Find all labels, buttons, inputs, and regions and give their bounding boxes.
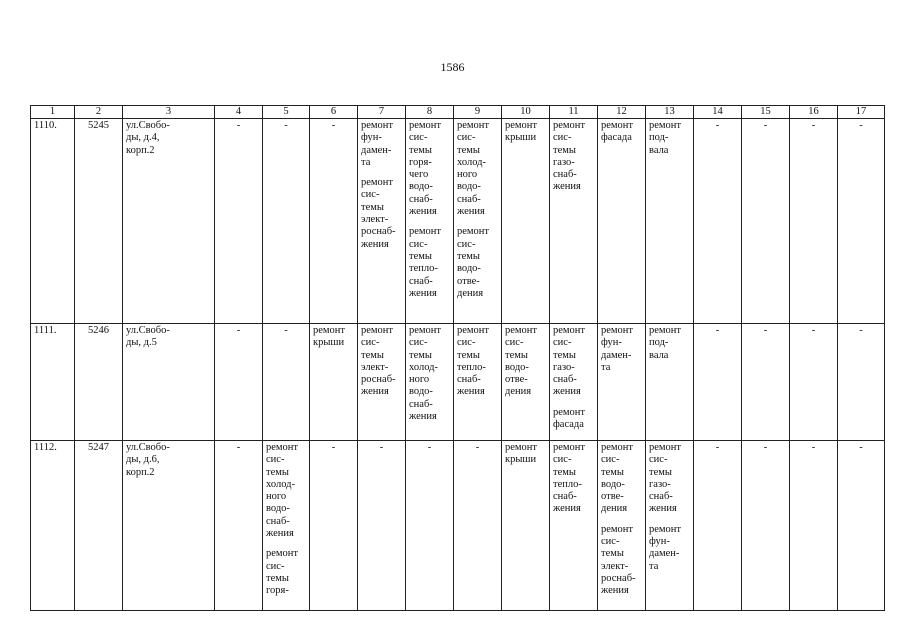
work-text-line: ремонт [313, 325, 346, 336]
work-cell-col-9 [454, 324, 502, 441]
column-header-13: 13 [646, 106, 694, 119]
row-number-cell: 1110. [31, 119, 75, 324]
work-text-line: вала [649, 144, 669, 156]
cell-col-6: - [310, 119, 358, 324]
address-cell [123, 324, 215, 441]
work-text-line: темы [457, 144, 480, 156]
column-header-8: 8 [406, 106, 454, 119]
work-text-line: ремонт [601, 523, 634, 535]
work-text-line: жения [266, 528, 294, 540]
work-text-line: ремонт [601, 120, 634, 131]
column-header-15: 15 [742, 106, 790, 119]
work-text-line: сис- [553, 454, 572, 466]
work-text-line: сис- [457, 238, 476, 250]
cell-col-5: - [263, 324, 310, 441]
work-text-line: снаб- [409, 193, 433, 205]
block-gap [457, 218, 498, 226]
column-header-9: 9 [454, 106, 502, 119]
work-cell-col-13 [646, 441, 694, 611]
work-text-line: ремонт [649, 523, 682, 535]
work-text-line: роснаб- [361, 226, 396, 238]
address-cell [123, 441, 215, 611]
work-text-line: газо- [649, 478, 671, 490]
column-header-12: 12 [598, 106, 646, 119]
work-text-line: сис- [409, 132, 428, 144]
work-cell-col-9 [454, 119, 502, 324]
row-number-cell: 1112. [31, 441, 75, 611]
work-text-line: сис- [505, 337, 524, 349]
cell-col-4: - [215, 441, 263, 611]
work-text-line: темы [266, 466, 289, 478]
cell-col-6: - [310, 441, 358, 611]
work-text-line: сис- [266, 454, 285, 466]
work-text-line: под- [649, 337, 669, 349]
work-text-line: темы [553, 466, 576, 478]
page-number: 1586 [440, 60, 465, 74]
work-text-line: та [361, 156, 371, 168]
work-text-line: жения [457, 386, 485, 398]
work-text-line: жения [553, 181, 581, 193]
work-text-line: водо- [505, 361, 529, 373]
work-text-line: дения [457, 287, 484, 299]
work-text-line: крыши [505, 454, 537, 466]
address-line: корп.2 [126, 144, 155, 156]
row-number-cell: 1111. [31, 324, 75, 441]
work-text-line: дения [505, 386, 532, 398]
work-text-line: ремонт [409, 325, 442, 336]
column-header-7: 7 [358, 106, 406, 119]
work-text-line: ремонт [457, 120, 490, 131]
address-line: ул.Свобо- [126, 442, 170, 453]
work-cell-col-12 [598, 324, 646, 441]
header-row [31, 106, 885, 119]
work-cell-col-11 [550, 119, 598, 324]
work-text-line: ремонт [649, 442, 682, 453]
column-header-11: 11 [550, 106, 598, 119]
work-text-line: темы [266, 572, 289, 584]
work-text-line: отве- [457, 275, 480, 287]
work-text-line: сис- [553, 132, 572, 144]
work-cell-col-7 [358, 119, 406, 324]
work-text-line: ремонт [266, 548, 299, 560]
work-text-line: ремонт [361, 325, 394, 336]
work-text-line: жения [457, 206, 485, 218]
work-cell-col-13 [646, 119, 694, 324]
work-text-line: тепло- [457, 361, 486, 373]
work-text-line: сис- [361, 189, 380, 201]
work-text-line: отве- [601, 491, 624, 503]
work-text-line: под- [649, 132, 669, 144]
work-text-line: водо- [601, 478, 625, 490]
work-text-line: жения [409, 206, 437, 218]
work-text-line: ремонт [409, 120, 442, 131]
address-line: ды, д.6, [126, 454, 160, 466]
work-text-line: сис- [649, 454, 668, 466]
address-cell [123, 119, 215, 324]
work-cell-col-12 [598, 119, 646, 324]
column-header-5: 5 [263, 106, 310, 119]
work-text-line: ремонт [601, 325, 634, 336]
work-text-line: фасада [601, 132, 632, 144]
cell-col-7: - [358, 441, 406, 611]
work-cell-col-10 [502, 324, 550, 441]
cell-col-17: - [838, 441, 885, 611]
table-row [31, 324, 885, 441]
work-text-line: ремонт [409, 226, 442, 238]
work-text-line: элект- [601, 560, 629, 572]
column-header-2: 2 [75, 106, 123, 119]
building-code-cell: 5247 [75, 441, 123, 611]
work-text-line: роснаб- [601, 572, 636, 584]
work-text-line: дамен- [361, 144, 392, 156]
work-text-line: сис- [601, 536, 620, 548]
work-text-line: сис- [457, 132, 476, 144]
block-gap [601, 516, 642, 524]
table-row [31, 441, 885, 611]
address-line: ды, д.5 [126, 337, 157, 349]
cell-col-14: - [694, 119, 742, 324]
work-cell-col-10 [502, 441, 550, 611]
work-text-line: снаб- [409, 275, 433, 287]
work-cell-col-10 [502, 119, 550, 324]
work-text-line: фун- [649, 536, 670, 548]
work-text-line: дения [601, 503, 628, 515]
work-cell-col-13 [646, 324, 694, 441]
building-code-cell: 5246 [75, 324, 123, 441]
block-gap [409, 218, 450, 226]
work-text-line: фун- [601, 337, 622, 349]
work-text-line: жения [409, 411, 437, 423]
cell-col-17: - [838, 324, 885, 441]
address-line: ул.Свобо- [126, 325, 170, 336]
work-text-line: темы [457, 349, 480, 361]
work-text-line: ремонт [457, 226, 490, 238]
column-header-16: 16 [790, 106, 838, 119]
address-line: ул.Свобо- [126, 120, 170, 131]
work-text-line: темы [553, 144, 576, 156]
work-text-line: водо- [409, 181, 433, 193]
work-text-line: ремонт [553, 442, 586, 453]
work-text-line: ного [266, 491, 287, 503]
work-text-line: сис- [553, 337, 572, 349]
work-text-line: ного [457, 169, 478, 181]
work-text-line: темы [601, 466, 624, 478]
work-text-line: водо- [266, 503, 290, 515]
address-line: корп.2 [126, 466, 155, 478]
cell-col-14: - [694, 441, 742, 611]
work-text-line: темы [361, 349, 384, 361]
work-text-line: снаб- [553, 169, 577, 181]
work-text-line: сис- [409, 337, 428, 349]
table-row [31, 119, 885, 324]
cell-col-4: - [215, 119, 263, 324]
cell-col-17: - [838, 119, 885, 324]
work-text-line: ремонт [266, 442, 299, 453]
work-cell-col-8 [406, 119, 454, 324]
column-header-4: 4 [215, 106, 263, 119]
address-line: ды, д.4, [126, 132, 160, 144]
work-text-line: темы [601, 548, 624, 560]
work-text-line: ремонт [505, 325, 538, 336]
work-text-line: холод- [409, 361, 438, 373]
work-text-line: сис- [601, 454, 620, 466]
work-text-line: темы [361, 201, 384, 213]
work-text-line: отве- [505, 374, 528, 386]
work-text-line: водо- [457, 181, 481, 193]
work-cell-col-11 [550, 324, 598, 441]
column-header-10: 10 [502, 106, 550, 119]
work-text-line: ремонт [361, 120, 394, 131]
work-text-line: горя- [266, 585, 289, 597]
cell-col-16: - [790, 324, 838, 441]
work-text-line: элект- [361, 214, 389, 226]
work-text-line: тепло- [409, 263, 438, 275]
cell-col-15: - [742, 119, 790, 324]
block-gap [266, 540, 306, 548]
work-cell-col-7 [358, 324, 406, 441]
work-text-line: сис- [266, 560, 285, 572]
block-gap [649, 516, 690, 524]
work-cell-col-5 [263, 441, 310, 611]
work-text-line: ремонт [553, 406, 586, 418]
work-text-line: сис- [361, 337, 380, 349]
work-text-line: снаб- [553, 491, 577, 503]
cell-col-5: - [263, 119, 310, 324]
work-text-line: снаб- [409, 398, 433, 410]
work-text-line: снаб- [553, 374, 577, 386]
work-text-line: роснаб- [361, 374, 396, 386]
work-text-line: фасада [553, 419, 584, 431]
work-text-line: ремонт [553, 325, 586, 336]
cell-col-4: - [215, 324, 263, 441]
work-text-line: жения [601, 585, 629, 597]
work-text-line: холод- [266, 478, 295, 490]
work-text-line: ремонт [601, 442, 634, 453]
work-text-line: сис- [457, 337, 476, 349]
work-text-line: темы [409, 349, 432, 361]
cell-col-15: - [742, 324, 790, 441]
work-text-line: жения [649, 503, 677, 515]
work-cell-col-11 [550, 441, 598, 611]
cell-col-16: - [790, 119, 838, 324]
work-text-line: дамен- [649, 548, 680, 560]
work-text-line: темы [505, 349, 528, 361]
work-text-line: дамен- [601, 349, 632, 361]
work-text-line: ремонт [649, 325, 682, 336]
repair-schedule-table [30, 105, 885, 611]
work-text-line: тепло- [553, 478, 582, 490]
work-text-line: холод- [457, 156, 486, 168]
cell-col-15: - [742, 441, 790, 611]
column-header-6: 6 [310, 106, 358, 119]
work-text-line: снаб- [457, 374, 481, 386]
work-text-line: сис- [409, 238, 428, 250]
work-text-line: темы [649, 466, 672, 478]
work-text-line: ремонт [361, 177, 394, 189]
block-gap [361, 169, 402, 177]
work-text-line: снаб- [649, 491, 673, 503]
work-text-line: горя- [409, 156, 432, 168]
work-text-line: фун- [361, 132, 382, 144]
cell-col-14: - [694, 324, 742, 441]
work-text-line: вала [649, 349, 669, 361]
work-text-line: та [649, 560, 659, 572]
work-text-line: та [601, 361, 611, 373]
work-text-line: жения [553, 386, 581, 398]
work-text-line: элект- [361, 361, 389, 373]
work-text-line: ремонт [505, 120, 538, 131]
work-text-line: темы [553, 349, 576, 361]
work-text-line: газо- [553, 361, 575, 373]
work-text-line: темы [409, 144, 432, 156]
column-header-14: 14 [694, 106, 742, 119]
column-header-17: 17 [838, 106, 885, 119]
cell-col-9: - [454, 441, 502, 611]
work-text-line: снаб- [266, 515, 290, 527]
work-text-line: ного [409, 374, 430, 386]
work-text-line: крыши [505, 132, 537, 144]
work-text-line: водо- [409, 386, 433, 398]
column-header-1: 1 [31, 106, 75, 119]
building-code-cell: 5245 [75, 119, 123, 324]
work-text-line: темы [409, 250, 432, 262]
work-text-line: ремонт [457, 325, 490, 336]
work-text-line: ремонт [649, 120, 682, 131]
work-text-line: жения [361, 386, 389, 398]
cell-col-16: - [790, 441, 838, 611]
block-gap [553, 399, 594, 407]
work-cell-col-12 [598, 441, 646, 611]
work-text-line: ремонт [505, 442, 538, 453]
work-text-line: газо- [553, 156, 575, 168]
work-text-line: ремонт [553, 120, 586, 131]
work-text-line: жения [553, 503, 581, 515]
work-text-line: крыши [313, 337, 345, 349]
work-cell-col-8 [406, 324, 454, 441]
work-text-line: жения [361, 238, 389, 250]
work-text-line: чего [409, 169, 429, 181]
work-text-line: жения [409, 287, 437, 299]
cell-col-8: - [406, 441, 454, 611]
work-text-line: темы [457, 250, 480, 262]
work-cell-col-6 [310, 324, 358, 441]
work-text-line: водо- [457, 263, 481, 275]
column-header-3: 3 [123, 106, 215, 119]
work-text-line: снаб- [457, 193, 481, 205]
